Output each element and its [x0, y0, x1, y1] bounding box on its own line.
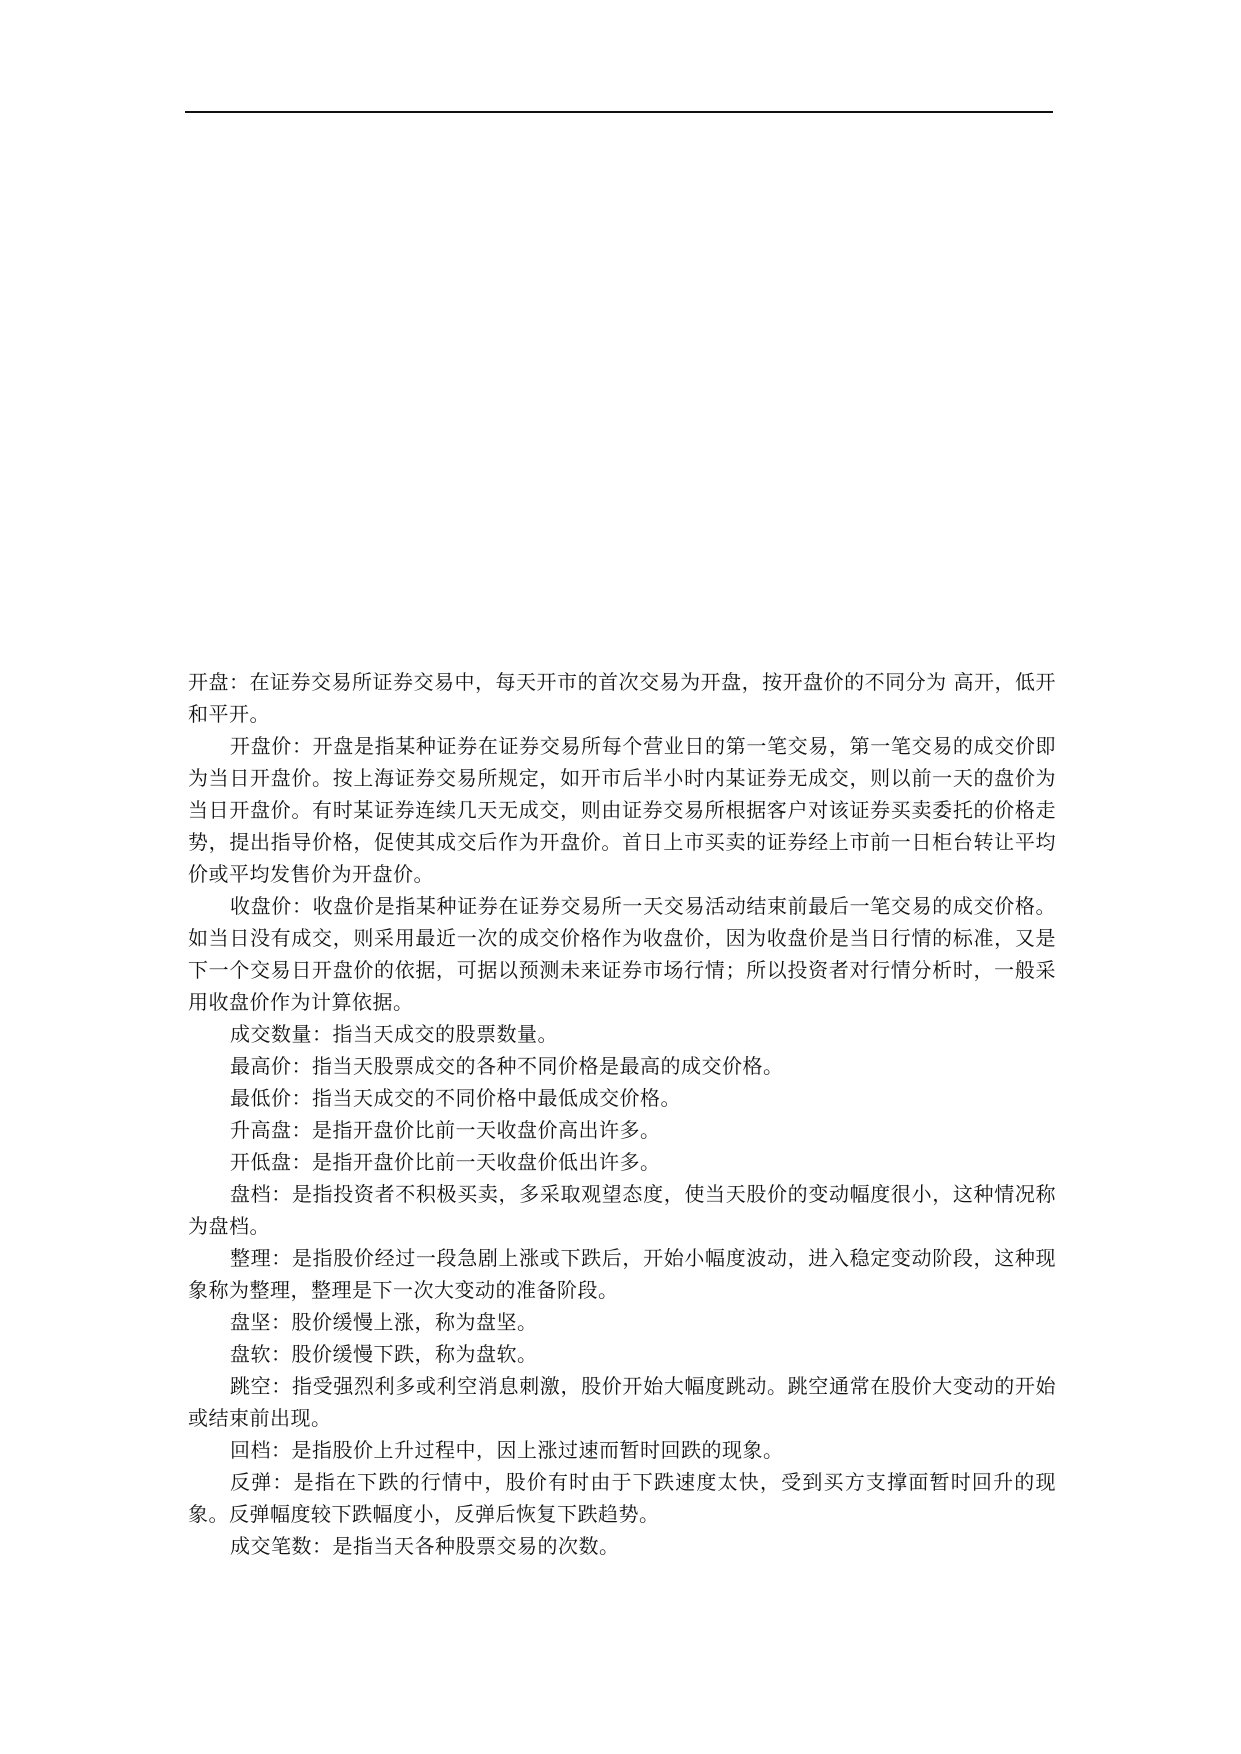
paragraph-huidang: 回档：是指股价上升过程中，因上涨过速而暂时回跌的现象。 [230, 1438, 784, 1462]
paragraph-zuidijia: 最低价：指当天成交的不同价格中最低成交价格。 [230, 1086, 681, 1110]
paragraph-zhengli: 整理：是指股价经过一段急剧上涨或下跌后，开始小幅度波动，进入稳定变动阶段，这种现象称为整理，整理是下一次大变动的准备阶段。 [188, 1246, 1056, 1302]
paragraph-chengjiao-shuliang: 成交数量：指当天成交的股票数量。 [230, 1022, 558, 1046]
paragraph-zuigaojia: 最高价：指当天股票成交的各种不同价格是最高的成交价格。 [230, 1054, 784, 1078]
document-body [188, 666, 1056, 1562]
paragraph-panjian: 盘坚：股价缓慢上涨，称为盘坚。 [230, 1310, 538, 1334]
paragraph-panruan: 盘软：股价缓慢下跌，称为盘软。 [230, 1342, 538, 1366]
header-rule [185, 111, 1053, 113]
paragraph-shenggaopan: 升高盘：是指开盘价比前一天收盘价高出许多。 [230, 1118, 661, 1142]
paragraph-pandang: 盘档：是指投资者不积极买卖，多采取观望态度，使当天股价的变动幅度很小，这种情况称为盘档。 [188, 1182, 1056, 1238]
paragraph-kaidipan: 开低盘：是指开盘价比前一天收盘价低出许多。 [230, 1150, 661, 1174]
paragraph-chengjiao-bishu: 成交笔数：是指当天各种股票交易的次数。 [230, 1534, 620, 1558]
paragraph-shoupanjia: 收盘价：收盘价是指某种证券在证券交易所一天交易活动结束前最后一笔交易的成交价格。如当日没有成交，则采用最近一次的成交价格作为收盘价，因为收盘价是当日行情的标准，又是下一个交易日开盘价的依据，可据以预测未来证券市场行情；所以投资者对行情分析时，一般采用收盘价作为计算依据。 [188, 894, 1056, 1014]
paragraph-kaipanjia: 开盘价：开盘是指某种证券在证券交易所每个营业日的第一笔交易，第一笔交易的成交价即为当日开盘价。按上海证券交易所规定，如开市后半小时内某证券无成交，则以前一天的盘价为当日开盘价。有时某证券连续几天无成交，则由证券交易所根据客户对该证券买卖委托的价格走势，提出指导价格，促使其成交后作为开盘价。首日上市买卖的证券经上市前一日柜台转让平均价或平均发售价为开盘价。 [188, 734, 1056, 886]
paragraph-tiaokong: 跳空：指受强烈利多或利空消息刺激，股价开始大幅度跳动。跳空通常在股价大变动的开始或结束前出现。 [188, 1374, 1056, 1430]
paragraph-kaipan: 开盘：在证券交易所证券交易中，每天开市的首次交易为开盘，按开盘价的不同分为 高开，低开和平开。 [188, 670, 1056, 726]
paragraph-fantan: 反弹：是指在下跌的行情中，股价有时由于下跌速度太快，受到买方支撑面暂时回升的现象。反弹幅度较下跌幅度小，反弹后恢复下跌趋势。 [188, 1470, 1056, 1526]
